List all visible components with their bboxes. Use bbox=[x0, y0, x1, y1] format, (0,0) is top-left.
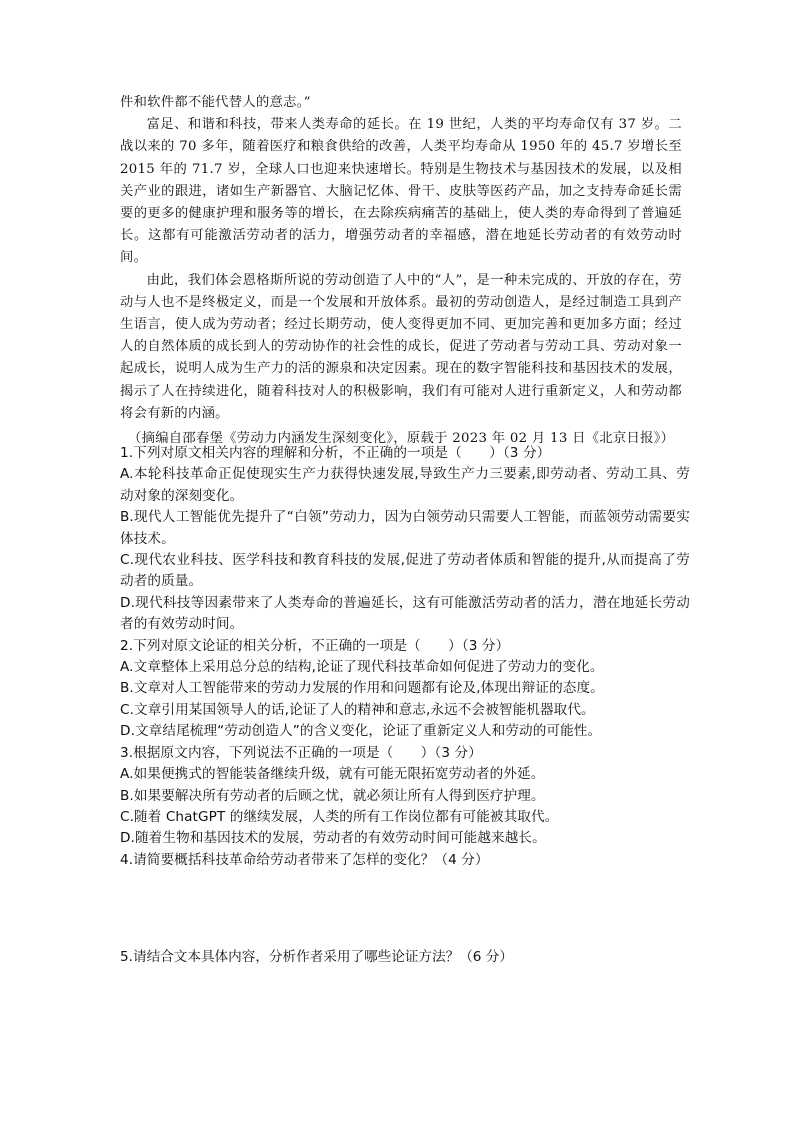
reading-passage bbox=[120, 92, 682, 425]
question-1-option-d: D.现代科技等因素带来了人类寿命的普遍延长，这有可能激活劳动者的活力，潜在地延长劳动者的有效劳动时间。 bbox=[120, 594, 690, 633]
question-1-option-c: C.现代农业科技、医学科技和教育科技的发展,促进了劳动者体质和智能的提升,从而提高了劳动者的质量。 bbox=[120, 552, 690, 590]
passage-paragraph-2: 富足、和谐和科技，带来人类寿命的延长。在 19 世纪，人类的平均寿命仅有 37 岁。二战以来的 70 多年，随着医疗和粮食供给的改善，人类平均寿命从 1950 年的 45.7 岁增长至 2015 年的 71.7 岁，全球人口也迎来快速增长。特别是生物技术与基因技术的发展，以及相关产业的跟进，诸如生产新器官、大脑记忆体、骨干、皮肤等医药产品，加之支持寿命延长需要的更多的健康护理和服务等的增长，在去除疾病痛苦的基础上，使人类的寿命得到了普遍延长。这都有可能激活劳动者的活力，增强劳动者的幸福感，潜在地延长劳动者的有效劳动时间。 bbox=[120, 117, 682, 266]
question-4: 4.请简要概括科技革命给劳动者带来了怎样的变化？（4 分） bbox=[120, 851, 489, 868]
question-list bbox=[120, 443, 690, 871]
question-3-option-c: C.随着 ChatGPT 的继续发展，人类的所有工作岗位都有可能被其取代。 bbox=[120, 808, 559, 825]
question-2-stem: 2.下列对原文论证的相关分析，不正确的一项是（ ）（3 分） bbox=[120, 637, 510, 654]
question-1-option-a: A.本轮科技革命正促使现实生产力获得快速发展,导致生产力三要素,即劳动者、劳动工具、劳动对象的深刻变化。 bbox=[120, 466, 690, 504]
question-2-option-a: A.文章整体上采用总分总的结构,论证了现代科技革命如何促进了劳动力的变化。 bbox=[120, 659, 604, 676]
question-2 bbox=[120, 636, 690, 743]
question-5: 5.请结合文本具体内容，分析作者采用了哪些论证方法？（6 分） bbox=[120, 949, 513, 965]
passage-paragraph-1: 件和软件都不能代替人的意志。” bbox=[120, 95, 311, 110]
question-3-option-d: D.随着生物和基因技术的发展，劳动者的有效劳动时间可能越来越长。 bbox=[120, 830, 546, 847]
question-2-option-d: D.文章结尾梳理“劳动创造人”的含义变化，论证了重新定义人和劳动的可能性。 bbox=[120, 723, 602, 740]
question-3-option-a: A.如果便携式的智能装备继续升级，就有可能无限拓宽劳动者的外延。 bbox=[120, 766, 545, 783]
question-3 bbox=[120, 743, 690, 850]
question-3-stem: 3.根据原文内容，下列说法不正确的一项是（ ）（3 分） bbox=[120, 744, 482, 761]
question-1 bbox=[120, 443, 690, 636]
question-1-stem: 1.下列对原文相关内容的理解和分析，不正确的一项是（ ）（3 分） bbox=[120, 445, 551, 461]
passage-source-citation: （摘编自邵春堡《劳动力内涵发生深刻变化》，原载于 2023 年 02 月 13 日《北京日报》） bbox=[128, 431, 675, 446]
question-3-option-b: B.如果要解决所有劳动者的后顾之忧，就必须让所有人得到医疗护理。 bbox=[120, 787, 545, 804]
question-2-option-c: C.文章引用某国领导人的话,论证了人的精神和意志,永远不会被智能机器取代。 bbox=[120, 701, 595, 718]
question-2-option-b: B.文章对人工智能带来的劳动力发展的作用和问题都有论及,体现出辩证的态度。 bbox=[120, 680, 604, 697]
passage-paragraph-3: 由此，我们体会恩格斯所说的劳动创造了人中的“人”，是一种未完成的、开放的存在，劳动与人也不是终极定义，而是一个发展和开放体系。最初的劳动创造人，是经过制造工具到产生语言，使人成为劳动者；经过长期劳动，使人变得更加不同、更加完善和更加多方面；经过人的自然体质的成长到人的劳动协作的社会性的成长，促进了劳动者与劳动工具、劳动对象一起成长，说明人成为生产力的活的源泉和决定因素。现在的数字智能科技和基因技术的发展，揭示了人在持续进化，随着科技对人的积极影响，我们有可能对人进行重新定义，人和劳动都将会有新的内涵。 bbox=[120, 272, 682, 421]
question-1-option-b: B.现代人工智能优先提升了“白领”劳动力，因为白领劳动只需要人工智能，而蓝领劳动需要实体技术。 bbox=[120, 509, 690, 547]
